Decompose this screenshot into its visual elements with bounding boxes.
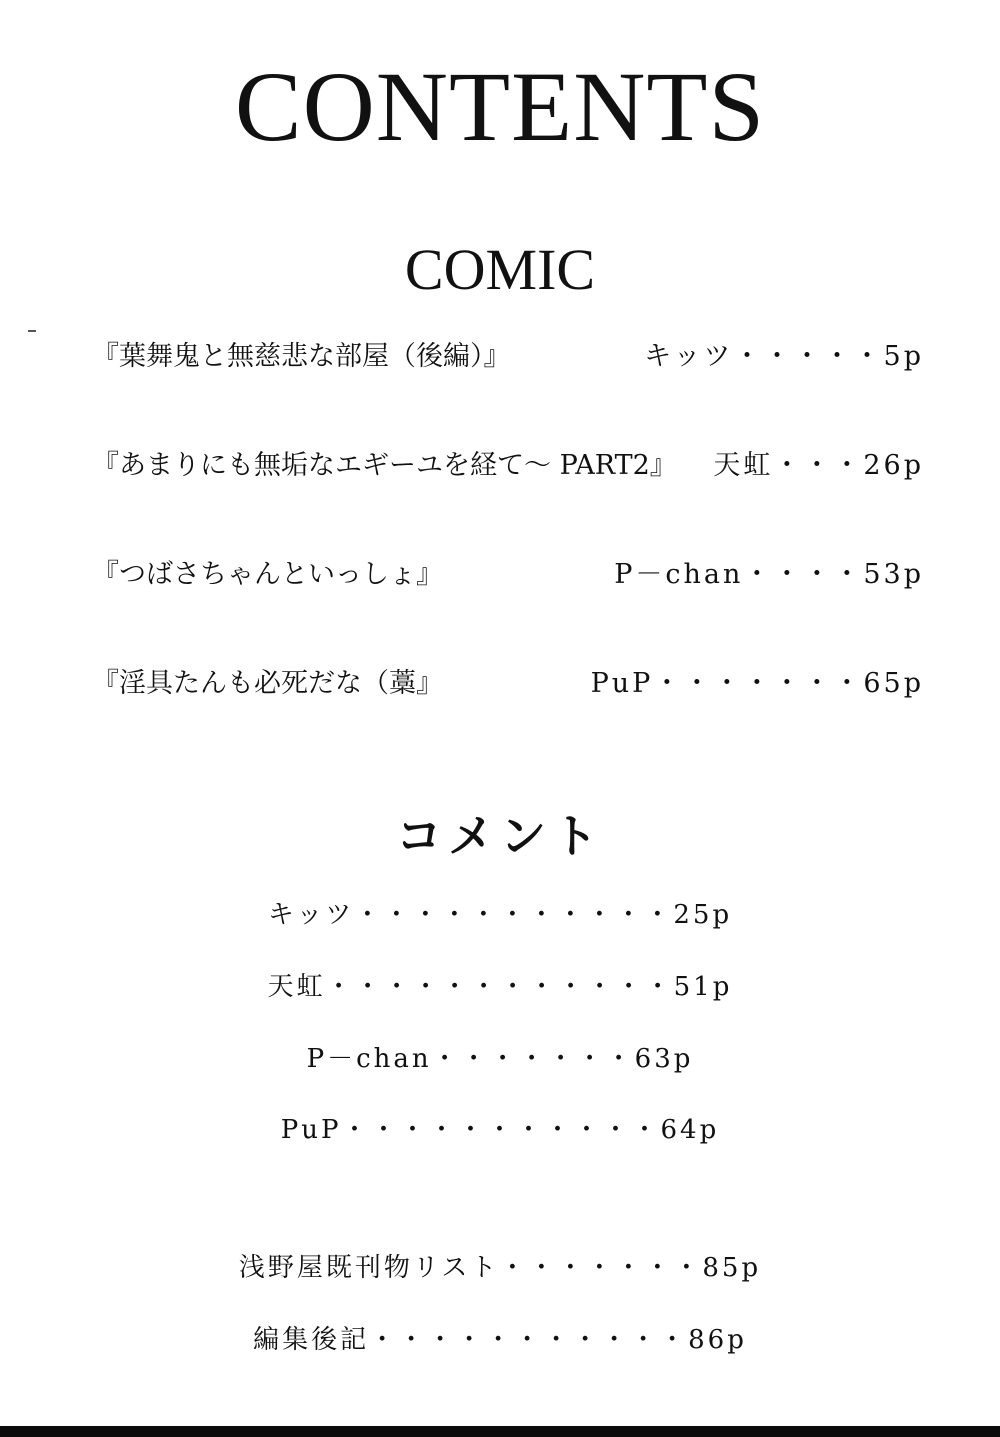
page-title: CONTENTS xyxy=(234,51,766,162)
comic-heading: COMIC xyxy=(404,237,596,302)
comic-title: 『つばさちゃんといっしょ』 xyxy=(92,559,443,590)
comic-entry xyxy=(92,555,924,595)
scan-speck xyxy=(28,330,36,332)
comic-author-page: キッツ・・・・・5p xyxy=(644,341,924,372)
bottom-border xyxy=(0,1426,1000,1437)
comic-entry xyxy=(92,446,924,486)
comic-title: 『葉舞鬼と無慈悲な部屋（後編）』 xyxy=(92,341,511,372)
extra-entry: 浅野屋既刊物リスト・・・・・・・85p xyxy=(238,1253,762,1283)
comic-title: 『淫具たんも必死だな（藁』 xyxy=(92,668,443,699)
comic-title: 『あまりにも無垢なエギーユを経て～ PART2』 xyxy=(92,450,677,481)
comic-author-page: PuP・・・・・・・65p xyxy=(590,668,924,699)
comment-entry: キッツ・・・・・・・・・・・25p xyxy=(267,900,733,930)
comment-entry: PuP・・・・・・・・・・・64p xyxy=(280,1115,720,1145)
comic-entry xyxy=(92,337,924,377)
comic-author-page: P－chan・・・・53p xyxy=(614,559,924,590)
comment-entry: P－chan・・・・・・・63p xyxy=(306,1044,694,1074)
comment-entry: 天虹・・・・・・・・・・・・51p xyxy=(267,972,733,1002)
comic-entry xyxy=(92,664,924,704)
comment-heading: コメント xyxy=(396,809,604,863)
comic-author-page: 天虹・・・26p xyxy=(713,450,924,481)
extra-entry: 編集後記・・・・・・・・・・・86p xyxy=(253,1325,747,1355)
